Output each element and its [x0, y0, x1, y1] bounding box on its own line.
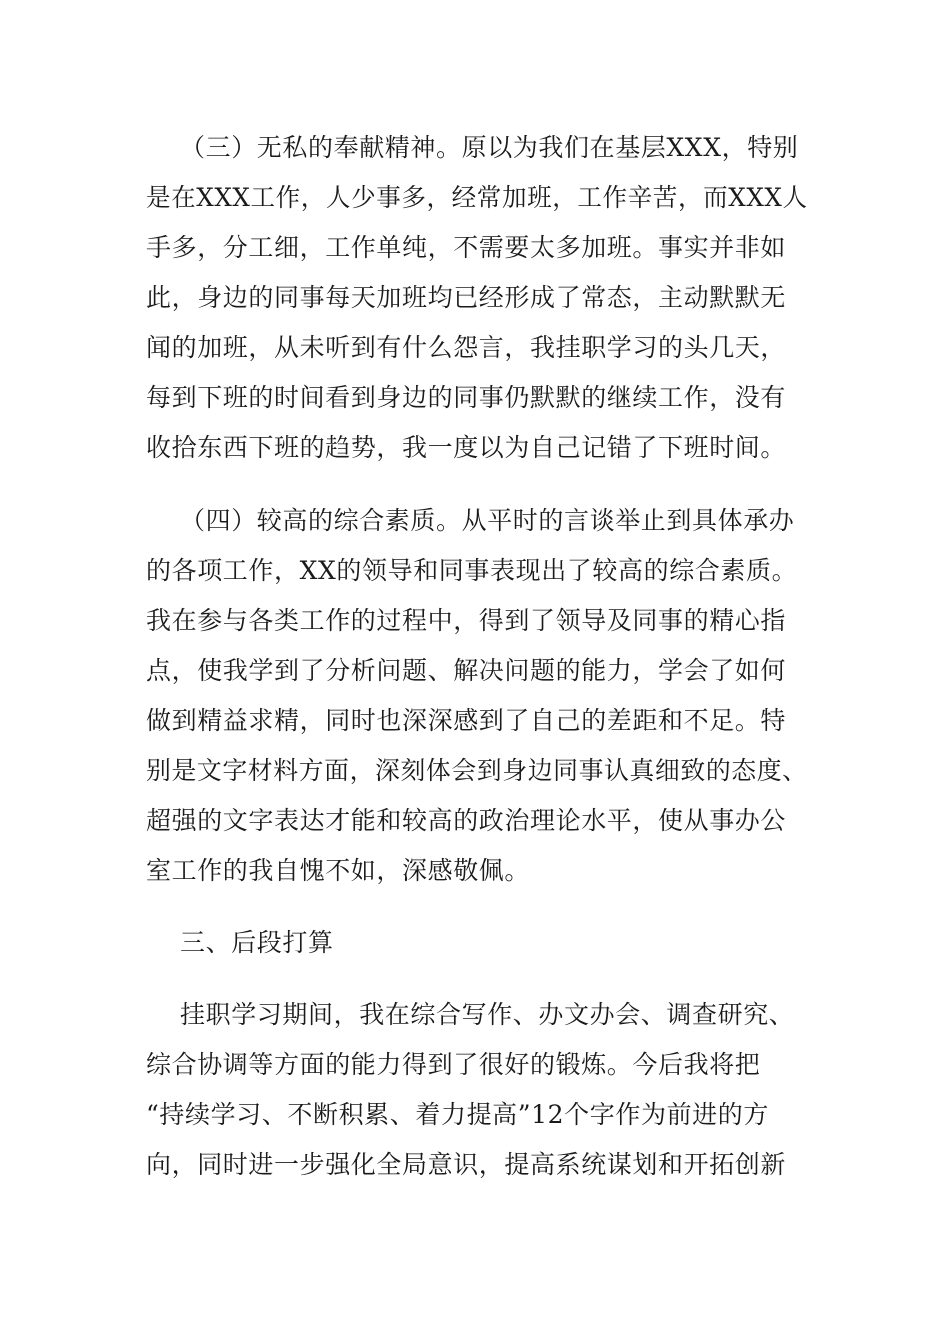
paragraph-4-line-5: 做到精益求精，同时也深深感到了自己的差距和不足。特 [146, 706, 787, 735]
paragraph-5-line-4: 向，同时进一步强化全局意识，提高系统谋划和开拓创新 [146, 1150, 787, 1179]
paragraph-3-line-2: 是在XXX工作，人少事多，经常加班，工作辛苦，而XXX人 [146, 183, 808, 212]
paragraph-3-line-5: 闻的加班，从未听到有什么怨言，我挂职学习的头几天， [146, 333, 787, 362]
paragraph-3-line-3: 手多，分工细，工作单纯，不需要太多加班。事实并非如 [146, 233, 787, 262]
paragraph-3-line-6: 每到下班的时间看到身边的同事仍默默的继续工作，没有 [146, 383, 787, 412]
paragraph-4-line-4: 点，使我学到了分析问题、解决问题的能力，学会了如何 [146, 656, 787, 685]
paragraph-4-line-7: 超强的文字表达才能和较高的政治理论水平，使从事办公 [146, 806, 787, 835]
paragraph-3-line-7: 收拾东西下班的趋势，我一度以为自己记错了下班时间。 [146, 433, 787, 462]
paragraph-4-line-3: 我在参与各类工作的过程中，得到了领导及同事的精心指 [146, 606, 787, 635]
paragraph-4-line-2: 的各项工作，XX的领导和同事表现出了较高的综合素质。 [146, 556, 798, 585]
paragraph-5-line-3: “持续学习、不断积累、着力提高”12个字作为前进的方 [146, 1100, 769, 1129]
paragraph-3-line-1: （三）无私的奉献精神。原以为我们在基层XXX，特别 [180, 133, 799, 162]
paragraph-5-line-2: 综合协调等方面的能力得到了很好的锻炼。今后我将把 [146, 1050, 761, 1079]
paragraph-3-line-4: 此，身边的同事每天加班均已经形成了常态，主动默默无 [146, 283, 787, 312]
section-heading: 三、后段打算 [180, 928, 334, 957]
paragraph-4-line-8: 室工作的我自愧不如，深感敬佩。 [146, 856, 531, 885]
paragraph-4-line-6: 别是文字材料方面，深刻体会到身边同事认真细致的态度、 [146, 756, 808, 785]
paragraph-5-line-1: 挂职学习期间，我在综合写作、办文办会、调查研究、 [180, 1000, 795, 1029]
paragraph-4-line-1: （四）较高的综合素质。从平时的言谈举止到具体承办 [180, 506, 795, 535]
